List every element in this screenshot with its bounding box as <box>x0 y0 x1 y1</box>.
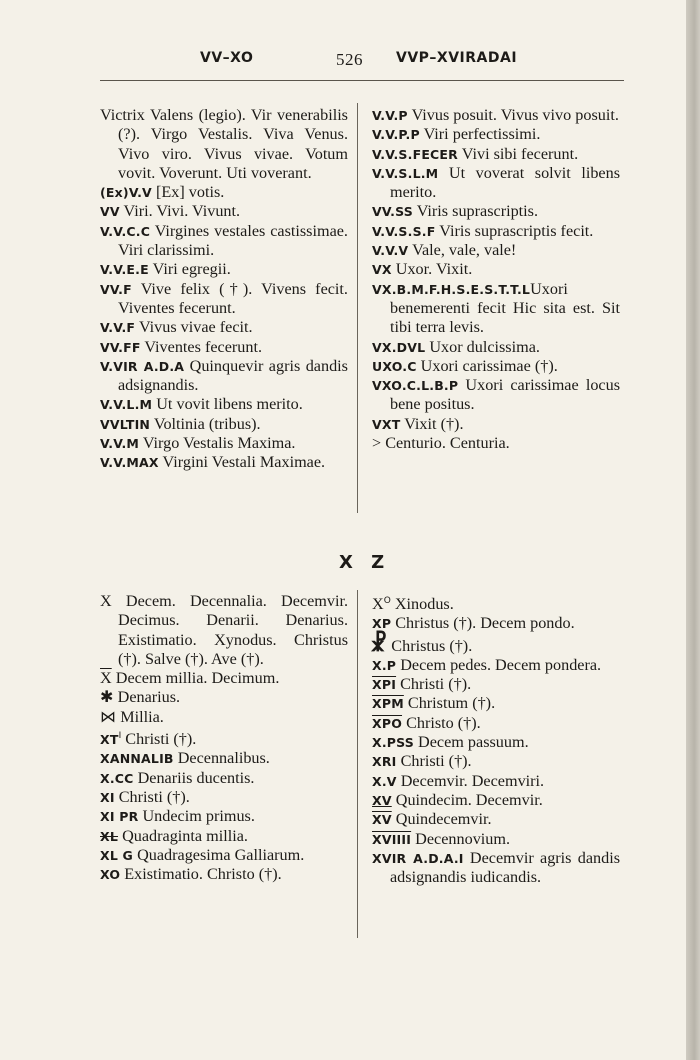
entry-text: Vivi sibi fecerunt. <box>461 144 579 163</box>
column-divider <box>357 103 358 513</box>
upper-right-column <box>372 106 620 453</box>
entry <box>100 592 348 669</box>
entry <box>372 675 620 694</box>
entry-text: Voltinia (tribus). <box>153 414 261 433</box>
entry-text: Christo (†). <box>406 713 481 732</box>
entry-abbr: $\overline{XPO}$ <box>372 715 403 731</box>
entry-text: Virgines vestales castissimae. Viri clarissimi. <box>118 221 348 260</box>
entry-abbr: XVIR A.D.A.I <box>372 850 464 866</box>
entry-abbr: X.CC <box>100 770 134 786</box>
entry-text: Viri. Vivi. Vivunt. <box>123 202 241 221</box>
entry-text: Uxori benemerenti fecit Hic sita est. Sit tibi terra levis. <box>390 279 620 337</box>
entry-abbr: V.V.MAX <box>100 455 159 471</box>
entry-abbr: VX.B.M.F.H.S.E.S.T.T.L <box>372 281 531 297</box>
entry-text: Decem passuum. <box>418 733 529 752</box>
entry-abbr: V.V.S.FECER <box>372 146 458 162</box>
entry-abbr: $\overline{X}$ <box>100 669 112 688</box>
entry <box>372 415 620 434</box>
entry-abbr: XI PR <box>100 809 139 825</box>
entry-abbr: V.V.V <box>372 243 409 259</box>
entry-abbr: V.VIR A.D.A <box>100 358 185 374</box>
entry <box>372 434 620 453</box>
entry-text: Vale, vale, vale! <box>412 241 517 260</box>
entry-text: Viri perfectissimi. <box>423 125 541 144</box>
entry <box>100 106 348 183</box>
entry-text: Quadragesima Galliarum. <box>137 845 305 864</box>
entry-abbr: VXT <box>372 416 401 432</box>
entry-abbr: X.P <box>372 657 397 673</box>
entry <box>372 752 620 771</box>
entry-abbr: XVIIII <box>372 831 412 847</box>
entry <box>372 106 620 125</box>
running-head-right: VVP–XVIRADAI <box>396 50 518 66</box>
entry-text: Ut vovit libens merito. <box>156 395 303 414</box>
entry-abbr: VV <box>100 204 120 220</box>
entry <box>372 357 620 376</box>
entry-text: Existimatio. Christo (†). <box>124 865 282 884</box>
lower-right-column <box>372 592 620 887</box>
entry-text: Decem. Decennalia. Decemvir. Decimus. Denarii. Denarius. Existimatio. Xynodus. Christus (†). Salve (†). Ave (†). <box>118 592 348 668</box>
entry-abbr: X <box>100 592 112 610</box>
entry-text: Christus (†). <box>391 636 473 655</box>
book-gutter <box>686 0 700 1060</box>
entry-text: Uxor dulcissima. <box>429 337 540 356</box>
entry <box>372 164 620 203</box>
entry <box>100 280 348 319</box>
entry-abbr: VX.DVL <box>372 339 426 355</box>
entry-text: Christi (†). <box>400 752 472 771</box>
entry-abbr: V.V.S.S.F <box>372 223 436 239</box>
entry <box>372 614 620 633</box>
column-divider <box>357 590 358 938</box>
entry-text: Vivus vivae fecit. <box>138 318 253 337</box>
entry-abbr: UXO.C <box>372 358 417 374</box>
entry-abbr: XANNALIB <box>100 751 174 767</box>
entry-abbr: VV.FF <box>100 339 141 355</box>
entry <box>372 145 620 164</box>
entry-abbr: XL G <box>100 847 134 863</box>
entry-abbr: X.V <box>372 773 397 789</box>
denarius-sign-icon: ✱ <box>100 688 114 707</box>
entry-abbr: VV.SS <box>372 204 413 220</box>
entry-text: Uxori carissimae locus bene positus. <box>390 376 621 414</box>
entry <box>100 669 348 688</box>
entry-text: Millia. <box>120 707 164 726</box>
entry-abbr: V.V.S.L.M <box>372 165 439 181</box>
lower-left-column <box>100 592 348 884</box>
entry <box>100 727 348 749</box>
entry-abbr: VXO.C.L.B.P <box>372 378 459 394</box>
entry-text: Decennovium. <box>415 829 511 848</box>
page-number: 526 <box>336 50 363 69</box>
entry-text: Viri egregii. <box>152 260 231 279</box>
entry <box>100 202 348 221</box>
running-head-left: VV–XO <box>200 50 254 66</box>
entry-text: Vive felix (†). Vivens fecit. Viventes fecerunt. <box>118 279 348 317</box>
entry-text: Decennalibus. <box>177 749 270 768</box>
entry-text: [Ex] votis. <box>155 183 225 202</box>
entry <box>100 865 348 884</box>
entry <box>100 807 348 826</box>
entry-abbr: $\overline{XPM}$ <box>372 696 404 712</box>
entry <box>372 791 620 810</box>
entry-abbr: V.V.E.E <box>100 262 149 278</box>
entry-text: Decemvir agris dandis adsignandis iudicandis. <box>390 848 620 887</box>
entry-text: Viris suprascriptis fecit. <box>439 221 594 240</box>
entry <box>100 183 348 202</box>
entry-abbr: V.V.L.M <box>100 397 153 413</box>
entry-abbr: X.PSS <box>372 735 414 751</box>
entry-abbr: XV <box>372 792 392 808</box>
entry <box>100 415 348 434</box>
entry-abbr: V.V.M <box>100 436 140 452</box>
entry-abbr: XI <box>100 789 115 805</box>
entry <box>100 260 348 279</box>
entry-abbr: (Ex)V.V <box>100 185 152 201</box>
entry-abbr: > <box>372 434 382 453</box>
entry-abbr: VV.F <box>100 281 132 297</box>
entry <box>372 376 620 415</box>
entry-text: Denarius. <box>117 688 181 707</box>
entry <box>370 630 620 656</box>
entry-text: Victrix Valens (legio). Vir venerabilis (?). Virgo Vestalis. Viva Venus. Vivo viro. Vivus vivae. Votum vovit. Voverunt. Uti voverant. <box>100 106 348 182</box>
entry-text: Xinodus. <box>394 595 454 613</box>
entry-text: Vixit (†). <box>404 414 464 433</box>
entry-abbr: XRI <box>372 754 397 770</box>
entry <box>372 241 620 260</box>
entry-text: Undecim primus. <box>142 807 255 826</box>
entry <box>100 788 348 807</box>
entry-text: Uxor. Vixit. <box>395 260 473 279</box>
entry-text: Christi (†). <box>125 730 197 749</box>
entry-text: Viris suprascriptis. <box>416 202 539 221</box>
entry <box>372 830 620 849</box>
upper-left-column <box>100 106 348 473</box>
entry <box>372 810 620 829</box>
entry <box>372 260 620 279</box>
entry <box>100 688 348 707</box>
entry <box>100 338 348 357</box>
entry <box>100 769 348 788</box>
entry-text: Christum (†). <box>407 694 496 713</box>
entry <box>100 357 348 396</box>
header-rule <box>100 80 624 81</box>
entry <box>372 338 620 357</box>
entry <box>100 222 348 261</box>
entry-abbr: VX <box>372 262 392 278</box>
entry-text: Centurio. Centuria. <box>385 434 510 453</box>
entry <box>372 733 620 752</box>
entry-text: Christi (†). <box>400 675 472 694</box>
entry-text: Quinquevir agris dandis adsignandis. <box>118 356 348 395</box>
entry <box>372 714 620 733</box>
entry-abbr: $\overline{XV}$ <box>372 812 392 828</box>
entry-text: Denariis ducentis. <box>137 768 255 787</box>
entry-abbr: XT <box>100 732 119 748</box>
entry-abbr: V.V.P.P <box>372 127 420 143</box>
entry-abbr: XL <box>100 828 119 844</box>
entry-abbr: V.V.P <box>372 108 408 123</box>
entry <box>372 125 620 144</box>
entry-abbr-sup: I <box>118 731 122 742</box>
entry-text: Quindecim. Decemvir. <box>395 790 543 809</box>
entry-text: Christus (†). Decem pondo. <box>395 614 575 633</box>
section-heading: X Z <box>339 552 391 573</box>
entry-text: Decem millia. Decimum. <box>115 669 280 688</box>
entry <box>372 656 620 675</box>
entry-text: Ut voverat solvit libens merito. <box>390 163 621 202</box>
entry-text: Uxori carissimae (†). <box>420 356 558 375</box>
entry <box>100 318 348 337</box>
entry-abbr: V.V.F <box>100 320 136 336</box>
entry-text: Decemvir. Decemviri. <box>400 771 545 790</box>
entry-text: Christi (†). <box>118 787 190 806</box>
entry <box>100 827 348 846</box>
entry-text: Viventes fecerunt. <box>144 337 263 356</box>
entry-abbr: XO <box>100 867 121 883</box>
entry <box>372 592 620 614</box>
entry <box>372 280 620 338</box>
entry-abbr: X <box>372 595 384 613</box>
entry <box>100 453 348 472</box>
entry <box>372 694 620 713</box>
entry-text: Decem pedes. Decem pondera. <box>400 655 602 674</box>
entry-text: Quadraginta millia. <box>122 826 248 845</box>
entry-abbr: $\overline{XPI}$ <box>372 677 397 693</box>
entry <box>372 202 620 221</box>
entry <box>100 708 348 727</box>
entry <box>372 222 620 241</box>
entry <box>372 849 620 888</box>
entry-abbr-sup: O <box>383 596 391 606</box>
entry-text: Vivus posuit. Vivus vivo posuit. <box>411 106 619 124</box>
entry <box>100 846 348 865</box>
millia-sign-icon: ⋈ <box>100 707 117 726</box>
entry-abbr: XP <box>372 616 392 632</box>
entry-text: Quindecemvir. <box>395 810 492 829</box>
entry-abbr: VVLTIN <box>100 416 151 432</box>
entry <box>372 772 620 791</box>
chi-rho-icon: ☧ <box>370 630 388 656</box>
entry <box>100 395 348 414</box>
entry <box>100 434 348 453</box>
entry-text: Virgo Vestalis Maxima. <box>142 434 296 453</box>
entry <box>100 749 348 768</box>
entry-abbr: V.V.C.C <box>100 223 151 239</box>
entry-text: Virgini Vestali Maximae. <box>162 453 326 472</box>
